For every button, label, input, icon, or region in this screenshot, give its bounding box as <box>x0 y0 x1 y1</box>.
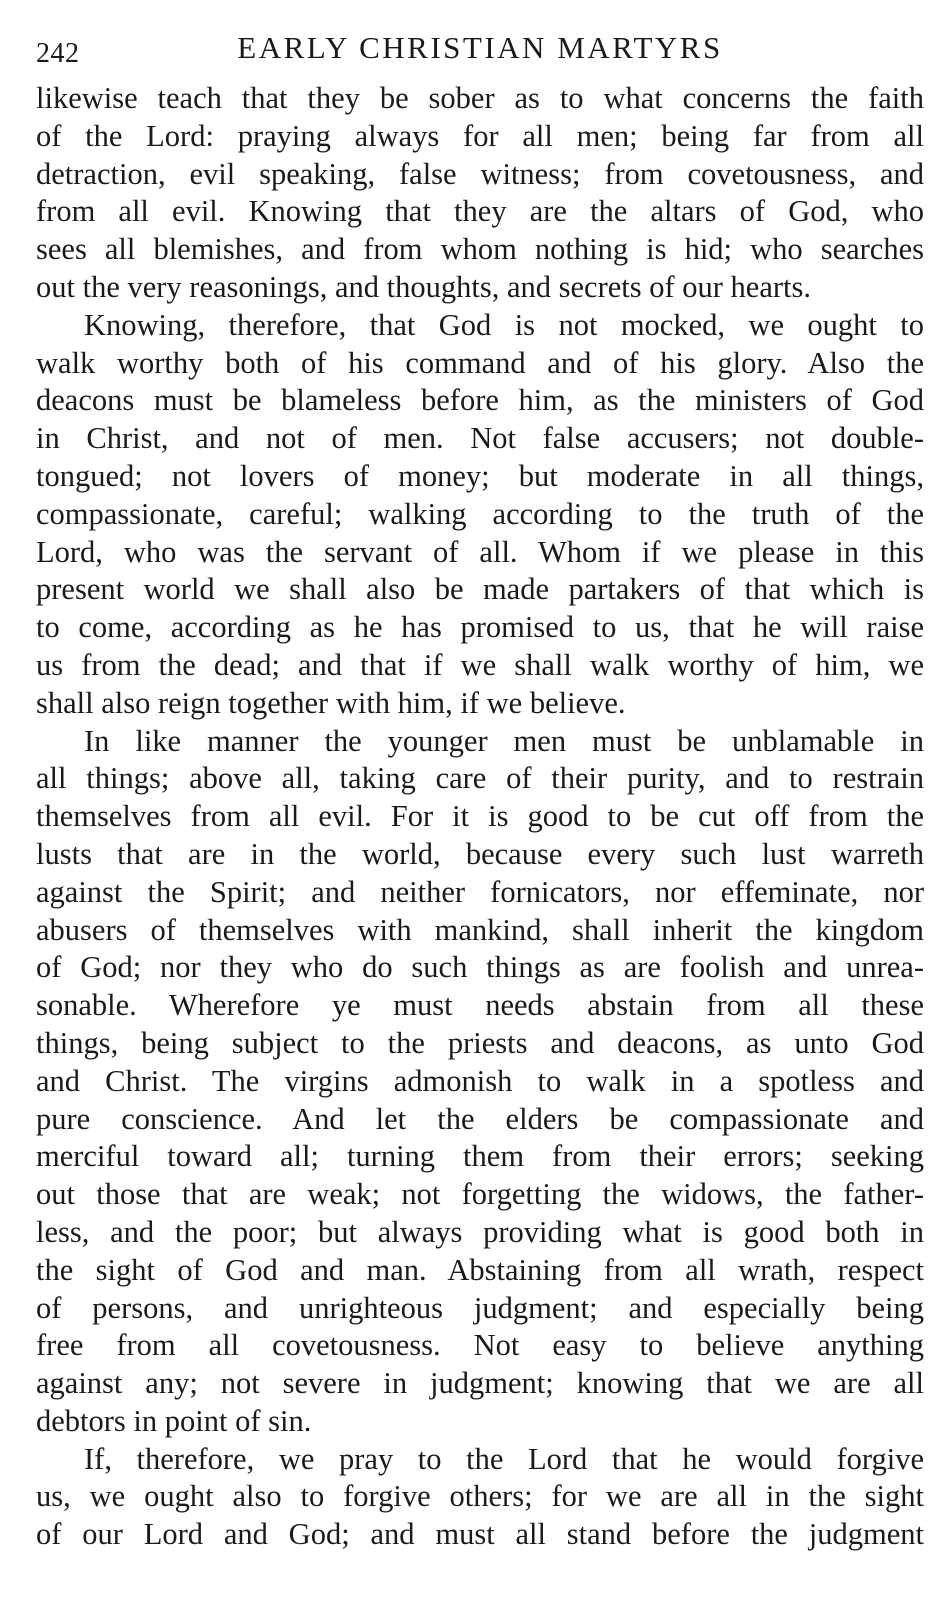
text-line: against the Spirit; and neither fornicators, nor effeminate, nor <box>36 874 924 909</box>
text-line: out the very reasonings, and thoughts, and secrets of our hearts. <box>36 269 812 304</box>
text-line: merciful toward all; turning them from their errors; seeking <box>36 1139 924 1174</box>
text-line: of persons, and unrighteous judgment; and especially being <box>36 1290 924 1325</box>
text-line: of God; nor they who do such things as are foolish and unrea- <box>36 950 924 985</box>
text-line: of our Lord and God; and must all stand before the judgment <box>36 1517 924 1552</box>
text-line: all things; above all, taking care of their purity, and to restrain <box>36 761 924 796</box>
paragraph <box>36 723 924 1441</box>
text-line: Lord, who was the servant of all. Whom if we please in this <box>36 534 924 569</box>
text-line: present world we shall also be made partakers of that which is <box>36 572 924 607</box>
text-line: things, being subject to the priests and deacons, as unto God <box>36 1025 924 1060</box>
text-line: less, and the poor; but always providing what is good both in <box>36 1214 924 1249</box>
text-line: against any; not severe in judgment; knowing that we are all <box>36 1366 924 1401</box>
text-line: from all evil. Knowing that they are the altars of God, who <box>36 194 924 229</box>
text-line: abusers of themselves with mankind, shall inherit the kingdom <box>36 912 924 947</box>
text-line: themselves from all evil. For it is good to be cut off from the <box>36 799 924 834</box>
body-text <box>36 80 924 1554</box>
text-line: walk worthy both of his command and of his glory. Also the <box>36 345 924 380</box>
paragraph <box>36 307 924 723</box>
text-line: to come, according as he has promised to us, that he will raise <box>36 610 924 645</box>
text-line: lusts that are in the world, because every such lust warreth <box>36 836 924 871</box>
text-line: us, we ought also to forgive others; for we are all in the sight <box>36 1479 924 1514</box>
text-line: pure conscience. And let the elders be compassionate and <box>36 1101 924 1136</box>
text-line: out those that are weak; not forgetting the widows, the father- <box>36 1177 924 1212</box>
book-page <box>36 30 924 1554</box>
page-number: 242 <box>36 38 80 69</box>
running-title: EARLY CHRISTIAN MARTYRS <box>237 30 723 65</box>
text-line: of the Lord: praying always for all men; being far from all <box>36 118 924 153</box>
text-line: debtors in point of sin. <box>36 1403 312 1438</box>
text-line: sonable. Wherefore ye must needs abstain from all these <box>36 988 924 1023</box>
text-line: likewise teach that they be sober as to what concerns the faith <box>36 81 924 115</box>
text-line: shall also reign together with him, if we believe. <box>36 685 626 720</box>
paragraph <box>36 1441 924 1554</box>
text-line: us from the dead; and that if we shall walk worthy of him, we <box>36 647 924 682</box>
text-line: compassionate, careful; walking according to the truth of the <box>36 496 924 531</box>
text-line: in Christ, and not of men. Not false accusers; not double- <box>36 421 924 456</box>
text-line: In like manner the younger men must be unblamable in <box>84 723 924 758</box>
text-line: If, therefore, we pray to the Lord that he would forgive <box>84 1441 924 1476</box>
text-line: and Christ. The virgins admonish to walk in a spotless and <box>36 1063 924 1098</box>
text-line: detraction, evil speaking, false witness; from covetousness, and <box>36 156 924 191</box>
text-line: tongued; not lovers of money; but moderate in all things, <box>36 458 924 493</box>
text-line: Knowing, therefore, that God is not mocked, we ought to <box>84 307 924 342</box>
text-line: sees all blemishes, and from whom nothing is hid; who searches <box>36 232 924 267</box>
text-line: the sight of God and man. Abstaining from all wrath, respect <box>36 1252 924 1287</box>
paragraph <box>36 80 924 307</box>
text-line: deacons must be blameless before him, as the ministers of God <box>36 383 924 418</box>
text-line: free from all covetousness. Not easy to believe anything <box>36 1328 924 1363</box>
page-header <box>36 30 924 80</box>
